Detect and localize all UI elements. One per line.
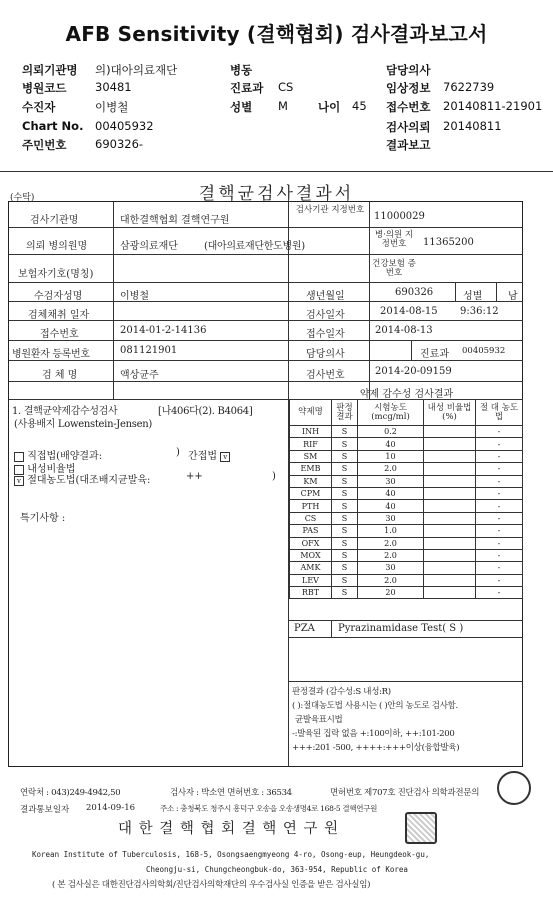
legend-line-2: ( ):절대농도법 사용시는 ( )안의 농도로 검사함. [292,701,458,711]
label-hospital-code: 병·의원 지정번호 [374,230,414,249]
susceptibility-ratio [424,587,476,599]
footer-org-kr: 대 한 결 핵 협 회 결 핵 연 구 원 [118,821,340,837]
label-test-no: 검사번호 [306,370,345,381]
susceptibility-row [290,438,523,450]
susceptibility-result: S [332,463,358,475]
susceptibility-result: S [332,525,358,537]
susceptibility-ratio [424,487,476,499]
value-hospital-code: 11365200 [423,237,474,248]
direct-method-close: ) [176,447,180,458]
susceptibility-row [290,512,523,524]
header-value-agency: 의)대아의료재단 [95,63,178,77]
value-receipt-date: 2014-08-13 [375,325,433,336]
susceptibility-result: S [332,500,358,512]
indirect-method-row [188,447,230,462]
susceptibility-concentration: 30 [358,475,424,487]
indirect-method-checkbox[interactable]: v [220,452,230,462]
label-hospital: 의뢰 병의원명 [26,241,88,252]
susceptibility-absolute: - [476,500,523,512]
susceptibility-ratio [424,426,476,438]
susceptibility-drug-name: CPM [290,487,332,499]
label-insurer: 보험자기호(명칭) [18,269,94,280]
legend-line-4: -:발육된 집락 없음 +:100이하, ++:101-200 [292,729,455,739]
susceptibility-absolute: - [476,487,523,499]
susceptibility-row [290,500,523,512]
susceptibility-drug-name: KM [290,475,332,487]
susceptibility-drug-name: PAS [290,525,332,537]
susceptibility-drug-name: RBT [290,587,332,599]
header-label-request-date: 검사의뢰 [386,120,431,134]
susceptibility-ratio [424,562,476,574]
susceptibility-row [290,587,523,599]
susceptibility-row [290,450,523,462]
susceptibility-absolute: - [476,426,523,438]
susceptibility-concentration: 30 [358,512,424,524]
legend-line-1: 판정결과 (감수성:S 내성:R) [292,687,391,697]
direct-method-label: 직접법(배양결과: [27,451,103,462]
susceptibility-ratio [424,549,476,561]
susceptibility-row [290,574,523,586]
indirect-method-label: 간접법 [188,451,217,462]
header-label-clinical-info: 임상정보 [386,81,431,95]
value-receipt: 2014-01-2-14136 [120,325,207,336]
test-item-1-code: [나406다(2). B4064] [158,406,253,417]
susceptibility-drug-name: AMK [290,562,332,574]
susceptibility-drug-name: LEV [290,574,332,586]
susceptibility-absolute: - [476,463,523,475]
col-concentration: 시험농도 (mcg/ml) [358,400,424,426]
control-growth-close: ) [272,471,276,482]
label-dob: 생년월일 [306,291,345,302]
header-value-patient: 이병철 [95,100,129,114]
susceptibility-row [290,426,523,438]
value-patient-reg: 081121901 [120,345,178,356]
susceptibility-result: S [332,574,358,586]
susceptibility-title: 약제 감수성 검사결과 [359,389,454,400]
susceptibility-ratio [424,450,476,462]
label-form-dept: 진료과 [420,349,449,360]
susceptibility-result: S [332,549,358,561]
susceptibility-ratio [424,574,476,586]
susceptibility-row [290,525,523,537]
value-sex: 남 [508,291,518,302]
susceptibility-concentration: 1.0 [358,525,424,537]
susceptibility-concentration: 40 [358,438,424,450]
header-value-receipt-no: 20140811-21901 [443,99,543,113]
label-doctor: 담당의사 [306,349,345,360]
susceptibility-row [290,562,523,574]
header-label-hospital-code: 병원코드 [22,81,67,95]
susceptibility-row [290,549,523,561]
susceptibility-drug-name: CS [290,512,332,524]
susceptibility-absolute: - [476,525,523,537]
susceptibility-result: S [332,587,358,599]
susceptibility-concentration: 20 [358,587,424,599]
header-label-resident-no: 주민번호 [22,138,67,152]
susceptibility-row [290,537,523,549]
susceptibility-drug-name: PTH [290,500,332,512]
susceptibility-ratio [424,463,476,475]
susceptibility-drug-name: MOX [290,549,332,561]
susceptibility-drug-name: RIF [290,438,332,450]
susceptibility-result: S [332,512,358,524]
pza-value: Pyrazinamidase Test( S ) [338,623,464,634]
footer-org-en-2: Cheongju-si, Chungcheongbuk-do, 363-954, Republic of Korea [146,865,408,874]
value-specimen: 액상균주 [120,370,159,381]
susceptibility-result: S [332,450,358,462]
value-agency: 대한결핵협회 결핵연구원 [120,215,230,226]
susceptibility-row [290,487,523,499]
susceptibility-concentration: 40 [358,487,424,499]
form-title: 결핵균검사결과서 [198,184,355,204]
ratio-method-label: 내성비율법 [27,464,76,475]
susceptibility-absolute: - [476,549,523,561]
susceptibility-absolute: - [476,475,523,487]
header-label-age: 나이 [318,100,341,114]
susceptibility-result: S [332,562,358,574]
susceptibility-ratio [424,438,476,450]
susceptibility-result: S [332,487,358,499]
footer-report-date-label: 결과통보일자 [20,805,70,815]
label-test-date: 검사일자 [306,310,345,321]
value-test-time: 9:36:12 [460,306,499,317]
test-item-1: 1. 결핵균약제감수성검사 [12,406,118,417]
susceptibility-ratio [424,500,476,512]
susceptibility-drug-name: INH [290,426,332,438]
value-form-dept: 00405932 [462,346,506,356]
susceptibility-absolute: - [476,537,523,549]
label-designated-no: 검사기관 지정번호 [295,205,365,215]
susceptibility-concentration: 2.0 [358,463,424,475]
susceptibility-concentration: 2.0 [358,549,424,561]
footer-note: ( 본 검사실은 대한진단검사의학회/진단검사의학재단의 우수검사실 인증을 받은 검사실임) [52,880,371,890]
header-value-resident-no: 690326- [95,137,144,151]
susceptibility-result: S [332,438,358,450]
footer-license: 면허번호 제707호 진단검사 의학과전문의 [330,788,480,798]
value-dob: 690326 [395,287,434,298]
footer-org-en-1: Korean Institute of Tuberculosis, 168-5, Osongsaengmyeong 4-ro, Osong-eup, Heungdeok-gu, [32,850,430,859]
form-corner-label: (수탁) [10,193,35,203]
legend-line-3: 균발육표시법 [295,715,343,725]
susceptibility-row [290,463,523,475]
col-absolute: 절 대 농도법 [476,400,523,426]
susceptibility-result: S [332,537,358,549]
susceptibility-concentration: 40 [358,500,424,512]
header-value-sex: M [278,99,288,113]
label-insured-id: 건강보험 증번호 [372,259,416,278]
report-title: AFB Sensitivity (결핵협회) 검사결과보고서 [65,22,488,46]
footer-examiner: 검사자 : 박소연 면허번호 : 36534 [170,788,292,798]
control-growth-value: ++ [186,471,203,482]
value-test-no: 2014-20-09159 [375,366,452,377]
footer-report-date-value: 2014-09-16 [86,803,136,813]
susceptibility-ratio [424,537,476,549]
footer-address: 주소 : 충청북도 청주시 흥덕구 오송읍 오송생명4로 168-5 결핵연구원 [160,804,378,813]
test-item-1-method: (사용배지 Lowenstein-Jensen) [14,419,152,430]
susceptibility-result: S [332,475,358,487]
susceptibility-absolute: - [476,438,523,450]
certification-seal-icon [497,771,531,805]
header-value-request-date: 20140811 [443,119,502,133]
susceptibility-ratio [424,525,476,537]
header-label-doctor: 담당의사 [386,63,431,77]
susceptibility-concentration: 2.0 [358,537,424,549]
header-label-ward: 병동 [230,63,253,77]
header-label-patient: 수진자 [22,100,56,114]
scanned-form [0,171,553,912]
susceptibility-drug-name: OFX [290,537,332,549]
header-label-receipt-no: 접수번호 [386,100,431,114]
susceptibility-absolute: - [476,574,523,586]
susceptibility-absolute: - [476,512,523,524]
susceptibility-ratio [424,475,476,487]
header-label-agency: 의뢰기관명 [22,63,78,77]
remarks-label: 특기사항 : [20,513,66,524]
susceptibility-concentration: 10 [358,450,424,462]
absolute-method-label: 절대농도법(대조배지균발육: [27,475,151,486]
label-patient-reg: 병원환자 등록번호 [12,349,90,360]
susceptibility-table [289,399,523,599]
header-value-dept: CS [278,80,294,94]
value-hospital-note: (대아의료재단한도병원) [204,241,305,252]
susceptibility-concentration: 30 [358,562,424,574]
label-agency: 검사기관명 [30,215,79,226]
official-stamp-icon [405,812,437,844]
susceptibility-header-row [290,400,523,426]
header-label-report: 결과보고 [386,138,431,152]
header-label-dept: 진료과 [230,81,264,95]
footer-contact: 연락처 : 043)249-4942,50 [20,788,121,798]
value-hospital: 삼광의료재단 [120,241,178,252]
col-ratio: 내성 비율법(%) [424,400,476,426]
pza-label: PZA [294,623,315,634]
header-value-age: 45 [352,99,367,113]
susceptibility-row [290,475,523,487]
label-patient-name: 수검자성명 [34,291,83,302]
susceptibility-result: S [332,426,358,438]
col-result: 판정 결과 [332,400,358,426]
susceptibility-concentration: 0.2 [358,426,424,438]
susceptibility-absolute: - [476,587,523,599]
susceptibility-drug-name: SM [290,450,332,462]
header-label-chart-no: Chart No. [22,119,84,133]
susceptibility-absolute: - [476,562,523,574]
header-value-clinical-info: 7622739 [443,80,495,94]
header-label-sex: 성별 [230,100,253,114]
legend-line-5: +++:201 -500, ++++:+++이상(융합발육) [292,743,460,753]
value-test-date: 2014-08-15 [380,306,438,317]
label-sex: 성별 [463,291,483,302]
label-receipt: 접수번호 [40,329,79,340]
susceptibility-drug-name: EMB [290,463,332,475]
label-receipt-date: 접수일자 [306,329,345,340]
value-designated-no: 11000029 [374,211,425,222]
susceptibility-concentration: 2.0 [358,574,424,586]
header-value-chart-no: 00405932 [95,119,154,133]
susceptibility-absolute: - [476,450,523,462]
header-value-hospital-code: 30481 [95,80,132,94]
label-collection-date: 검체채취 일자 [28,310,90,321]
col-drug: 약제명 [290,400,332,426]
absolute-method-checkbox[interactable]: v [14,476,24,486]
susceptibility-ratio [424,512,476,524]
label-specimen: 검 체 명 [42,370,78,381]
value-patient-name: 이병철 [120,291,149,302]
absolute-method-row [14,471,150,486]
